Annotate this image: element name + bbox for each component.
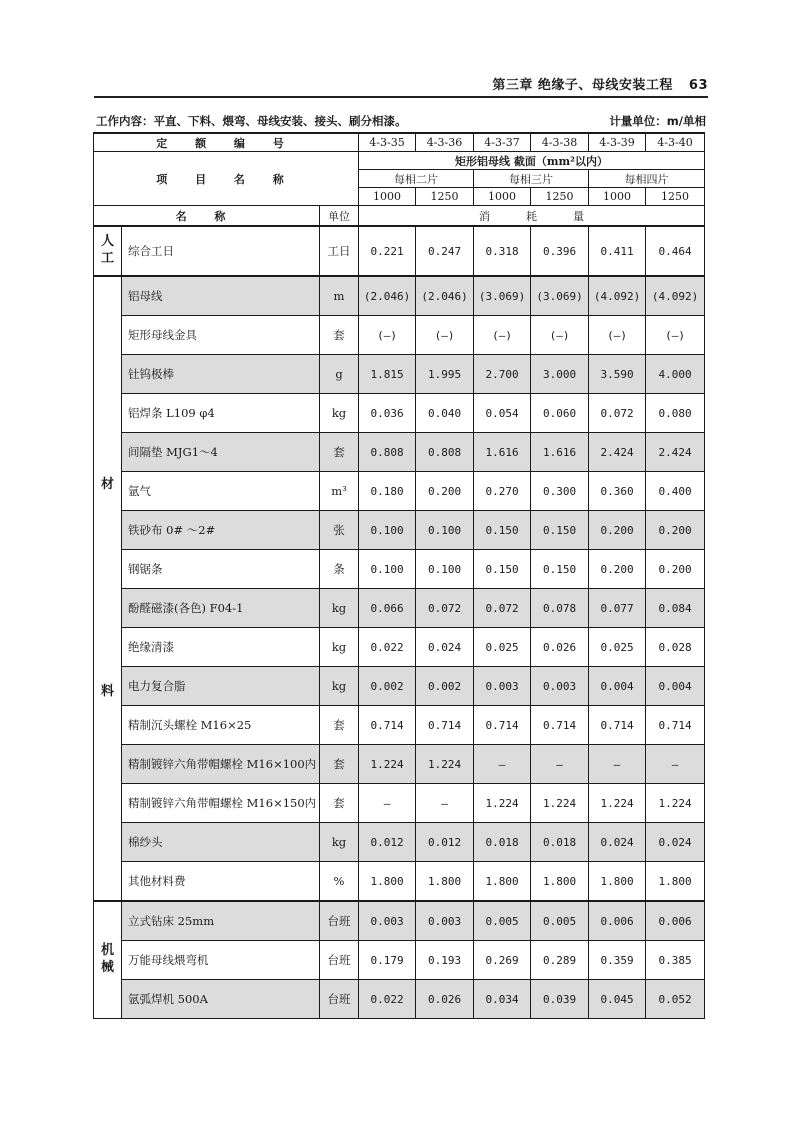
consumption-value: 0.066 (359, 589, 416, 628)
item-unit: g (320, 355, 359, 394)
consumption-value: 0.026 (531, 628, 589, 667)
item-name: 精制镀锌六角带帽螺栓 M16×150内 (122, 784, 320, 823)
table-row (94, 941, 705, 980)
quota-code: 4-3-37 (474, 133, 531, 152)
consumption-value: 0.200 (646, 511, 705, 550)
consumption-value: 0.072 (589, 394, 646, 433)
consumption-value: 0.045 (589, 980, 646, 1019)
column-unit-header: 单位 (320, 206, 359, 227)
consumption-value: 0.100 (416, 550, 474, 589)
consumption-value: 0.221 (359, 226, 416, 276)
item-unit: 套 (320, 706, 359, 745)
item-name: 钢锯条 (122, 550, 320, 589)
consumption-value: 0.024 (589, 823, 646, 862)
item-unit: 套 (320, 745, 359, 784)
consumption-value: 0.072 (474, 589, 531, 628)
item-unit: 套 (320, 784, 359, 823)
item-unit: % (320, 862, 359, 902)
group-title: 矩形铝母线 截面（mm²以内） (359, 152, 705, 170)
table-row (94, 862, 705, 902)
consumption-value: 0.714 (646, 706, 705, 745)
size-label: 1000 (474, 188, 531, 206)
consumption-value: — (416, 784, 474, 823)
consumption-value: 0.200 (416, 472, 474, 511)
work-content: 工作内容：平直、下料、煨弯、母线安装、接头、刷分相漆。 (96, 114, 407, 128)
category-char: 材 (100, 476, 114, 492)
consumption-value: 1.815 (359, 355, 416, 394)
size-label: 1250 (531, 188, 589, 206)
item-name: 矩形母线金具 (122, 316, 320, 355)
consumption-value: 0.714 (359, 706, 416, 745)
consumption-value: 0.100 (359, 511, 416, 550)
consumption-value: 2.424 (646, 433, 705, 472)
size-label: 1000 (359, 188, 416, 206)
chapter-label: 第三章 绝缘子、母线安装工程 (492, 78, 673, 93)
size-label: 1000 (589, 188, 646, 206)
consumption-value: 0.025 (474, 628, 531, 667)
consumption-value: 0.080 (646, 394, 705, 433)
consumption-value: 0.004 (646, 667, 705, 706)
consumption-value: 1.224 (416, 745, 474, 784)
consumption-value: (—) (474, 316, 531, 355)
consumption-value: 0.028 (646, 628, 705, 667)
consume-char: 耗 (526, 209, 538, 223)
column-name-header: 名 称 (94, 206, 320, 227)
consumption-value: 0.400 (646, 472, 705, 511)
item-name: 间隔垫 MJG1～4 (122, 433, 320, 472)
table-row (94, 472, 705, 511)
material-category (94, 276, 122, 901)
item-name: 其他材料费 (122, 862, 320, 902)
consume-char: 消 (479, 209, 491, 223)
consumption-value: 1.800 (359, 862, 416, 902)
consumption-value: 0.100 (359, 550, 416, 589)
consumption-value: 0.039 (531, 980, 589, 1019)
subgroup-label: 每相三片 (474, 170, 589, 188)
labor-category (94, 226, 122, 276)
consumption-value: 0.077 (589, 589, 646, 628)
consumption-value: 1.224 (474, 784, 531, 823)
table-row (94, 433, 705, 472)
consumption-value: 0.808 (416, 433, 474, 472)
consumption-value: 0.150 (531, 511, 589, 550)
quota-code: 4-3-36 (416, 133, 474, 152)
consumption-value: 0.052 (646, 980, 705, 1019)
consumption-value: 0.006 (589, 901, 646, 941)
table-row (94, 511, 705, 550)
consumption-value: 0.003 (416, 901, 474, 941)
quota-code-row (94, 133, 705, 152)
consumption-value: 0.270 (474, 472, 531, 511)
consumption-value: 0.078 (531, 589, 589, 628)
consumption-value: 0.464 (646, 226, 705, 276)
consumption-value: 0.318 (474, 226, 531, 276)
consumption-value: (—) (646, 316, 705, 355)
item-name: 电力复合脂 (122, 667, 320, 706)
consumption-value: 0.150 (474, 511, 531, 550)
consumption-value: 0.359 (589, 941, 646, 980)
consumption-value: 0.060 (531, 394, 589, 433)
consumption-value: (3.069) (531, 276, 589, 316)
category-char: 工 (100, 251, 114, 266)
consumption-value: (2.046) (416, 276, 474, 316)
consumption-value: 1.616 (531, 433, 589, 472)
table-row (94, 589, 705, 628)
consumption-value: 0.005 (531, 901, 589, 941)
consumption-value: 0.714 (416, 706, 474, 745)
item-name: 棉纱头 (122, 823, 320, 862)
table-row (94, 667, 705, 706)
consumption-value: 1.800 (646, 862, 705, 902)
consumption-value: (3.069) (474, 276, 531, 316)
material-category-text (101, 477, 114, 701)
table-row (94, 394, 705, 433)
consumption-value: 0.024 (416, 628, 474, 667)
item-name: 氩气 (122, 472, 320, 511)
consumption-value: 0.200 (589, 511, 646, 550)
work-content-line (94, 113, 706, 131)
consumption-value: 0.808 (359, 433, 416, 472)
consumption-value: — (474, 745, 531, 784)
table-row (94, 823, 705, 862)
column-consumption-header (359, 206, 705, 227)
consumption-value: 0.026 (416, 980, 474, 1019)
consumption-value: (—) (359, 316, 416, 355)
item-name: 综合工日 (122, 226, 320, 276)
item-name: 氩弧焊机 500A (122, 980, 320, 1019)
consumption-value: 1.800 (474, 862, 531, 902)
consumption-value: 0.714 (531, 706, 589, 745)
consumption-value: 0.179 (359, 941, 416, 980)
item-unit: 台班 (320, 980, 359, 1019)
table-row (94, 550, 705, 589)
page-number: 63 (688, 78, 708, 93)
table-row (94, 745, 705, 784)
consumption-value: 1.224 (531, 784, 589, 823)
consumption-value: 1.800 (589, 862, 646, 902)
table-row (94, 226, 705, 276)
item-unit: kg (320, 394, 359, 433)
consumption-value: 0.714 (589, 706, 646, 745)
category-char: 人 (100, 234, 114, 250)
consumption-value: 0.005 (474, 901, 531, 941)
item-name: 立式钻床 25mm (122, 901, 320, 941)
consumption-value: 0.040 (416, 394, 474, 433)
consumption-value: 0.300 (531, 472, 589, 511)
consumption-value: 0.022 (359, 980, 416, 1019)
item-unit: 工日 (320, 226, 359, 276)
quota-code: 4-3-38 (531, 133, 589, 152)
consumption-value: 0.022 (359, 628, 416, 667)
quota-code: 4-3-39 (589, 133, 646, 152)
table-row (94, 784, 705, 823)
consume-char: 量 (573, 209, 585, 223)
size-label: 1250 (646, 188, 705, 206)
item-unit: 张 (320, 511, 359, 550)
item-unit: m (320, 276, 359, 316)
quota-code-label: 定 额 编 号 (94, 133, 359, 152)
consumption-value: 1.800 (531, 862, 589, 902)
table-row (94, 355, 705, 394)
consumption-value: 0.360 (589, 472, 646, 511)
item-unit: 台班 (320, 941, 359, 980)
item-unit: m³ (320, 472, 359, 511)
consumption-value: 1.800 (416, 862, 474, 902)
consumption-value: 4.000 (646, 355, 705, 394)
item-unit: kg (320, 589, 359, 628)
item-name: 铁砂布 0# ～2# (122, 511, 320, 550)
consumption-value: — (531, 745, 589, 784)
consumption-value: 0.269 (474, 941, 531, 980)
item-name: 精制沉头螺栓 M16×25 (122, 706, 320, 745)
consumption-value: — (359, 784, 416, 823)
consumption-value: 0.006 (646, 901, 705, 941)
consumption-value: 2.700 (474, 355, 531, 394)
group-title-row (94, 152, 705, 170)
machine-category (94, 901, 122, 1019)
size-label: 1250 (416, 188, 474, 206)
subgroup-label: 每相二片 (359, 170, 474, 188)
table-row (94, 706, 705, 745)
consumption-value: 0.018 (531, 823, 589, 862)
consumption-value: (2.046) (359, 276, 416, 316)
consumption-value: 0.084 (646, 589, 705, 628)
column-header-row (94, 206, 705, 227)
item-unit: 套 (320, 433, 359, 472)
item-name: 绝缘清漆 (122, 628, 320, 667)
page-header (94, 72, 708, 98)
consumption-value: 0.396 (531, 226, 589, 276)
item-name: 钍钨极棒 (122, 355, 320, 394)
category-char: 料 (100, 683, 114, 699)
unit-of-measure: 计量单位：m/单相 (609, 114, 706, 128)
consumption-value: 1.224 (646, 784, 705, 823)
consumption-value: 0.247 (416, 226, 474, 276)
item-unit: kg (320, 667, 359, 706)
quota-table (93, 132, 705, 1019)
consumption-value: 0.289 (531, 941, 589, 980)
consumption-value: 0.002 (359, 667, 416, 706)
consumption-value: 3.590 (589, 355, 646, 394)
consumption-value: 1.224 (589, 784, 646, 823)
chapter-title (492, 74, 708, 93)
labor-category-text (101, 234, 114, 268)
consumption-value: 0.018 (474, 823, 531, 862)
consumption-value: — (646, 745, 705, 784)
consumption-value: 0.004 (589, 667, 646, 706)
consumption-value: 1.224 (359, 745, 416, 784)
consumption-value: 0.012 (416, 823, 474, 862)
table-row (94, 901, 705, 941)
table-row (94, 316, 705, 355)
item-unit: kg (320, 823, 359, 862)
consumption-value: 0.003 (359, 901, 416, 941)
item-name: 铝母线 (122, 276, 320, 316)
consumption-value: 0.411 (589, 226, 646, 276)
consumption-value: 0.193 (416, 941, 474, 980)
item-name: 酚醛磁漆(各色) F04-1 (122, 589, 320, 628)
consumption-value: 0.200 (589, 550, 646, 589)
consumption-value: 0.150 (531, 550, 589, 589)
consumption-value: 0.200 (646, 550, 705, 589)
consumption-value: 0.003 (531, 667, 589, 706)
item-name: 精制镀锌六角带帽螺栓 M16×100内 (122, 745, 320, 784)
item-name-label: 项 目 名 称 (94, 152, 359, 206)
consumption-value: (4.092) (646, 276, 705, 316)
consumption-value: 1.995 (416, 355, 474, 394)
item-unit: 条 (320, 550, 359, 589)
quota-code: 4-3-35 (359, 133, 416, 152)
consumption-value: 0.025 (589, 628, 646, 667)
consumption-value: 0.012 (359, 823, 416, 862)
consumption-value: 0.003 (474, 667, 531, 706)
consumption-value: (—) (416, 316, 474, 355)
table-row (94, 276, 705, 316)
category-char: 机 (100, 943, 114, 959)
consumption-value: 0.002 (416, 667, 474, 706)
consumption-value: 0.034 (474, 980, 531, 1019)
consumption-value: (—) (589, 316, 646, 355)
consumption-value: 0.024 (646, 823, 705, 862)
consumption-value: — (589, 745, 646, 784)
item-unit: 台班 (320, 901, 359, 941)
consumption-value: 0.100 (416, 511, 474, 550)
item-unit: 套 (320, 316, 359, 355)
machine-category-text (101, 943, 114, 977)
table-row (94, 980, 705, 1019)
consumption-value: (4.092) (589, 276, 646, 316)
consumption-value: 0.072 (416, 589, 474, 628)
consumption-value: 3.000 (531, 355, 589, 394)
subgroup-label: 每相四片 (589, 170, 705, 188)
consumption-value: 0.714 (474, 706, 531, 745)
category-char: 械 (100, 960, 114, 975)
consumption-value: 0.054 (474, 394, 531, 433)
quota-code: 4-3-40 (646, 133, 705, 152)
consumption-value: 0.180 (359, 472, 416, 511)
item-name: 铝焊条 L109 φ4 (122, 394, 320, 433)
consumption-value: 0.036 (359, 394, 416, 433)
item-name: 万能母线煨弯机 (122, 941, 320, 980)
consumption-value: 1.616 (474, 433, 531, 472)
consumption-value: 0.150 (474, 550, 531, 589)
consumption-value: 2.424 (589, 433, 646, 472)
consumption-value: 0.385 (646, 941, 705, 980)
table-row (94, 628, 705, 667)
item-unit: kg (320, 628, 359, 667)
consumption-value: (—) (531, 316, 589, 355)
